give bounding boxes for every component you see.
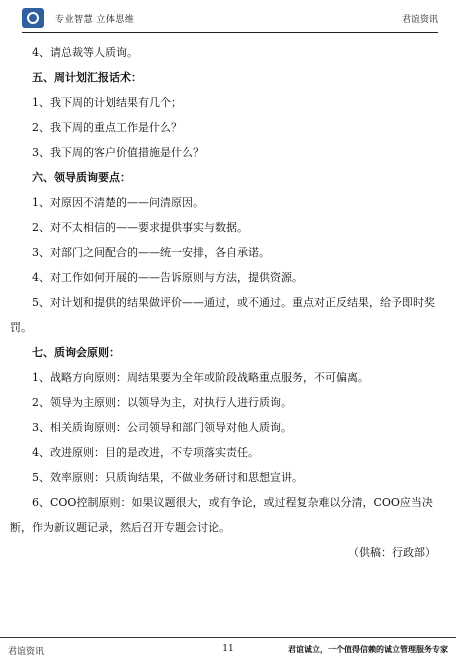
item-line: 3、对部门之间配合的——统一安排，各自承诺。 xyxy=(32,246,270,259)
item-line: 4、改进原则：目的是改进，不专项落实责任。 xyxy=(32,446,259,459)
header-divider xyxy=(22,32,438,33)
item-line: 1、对原因不清楚的——问清原因。 xyxy=(32,196,204,209)
item-paragraph: 5、对计划和提供的结果做评价——通过，或不通过。重点对正反结果，给予即时奖罚。 xyxy=(10,296,435,334)
signature: （供稿：行政部） xyxy=(348,546,436,559)
section-heading: 六、领导质询要点： xyxy=(32,171,131,184)
item-line: 4、对工作如何开展的——告诉原则与方法，提供资源。 xyxy=(32,271,303,284)
item-paragraph: 6、COO控制原则：如果议题很大，或有争论，或过程复杂难以分清，COO应当决断，作为新议题记录，然后召开专题会讨论。 xyxy=(10,496,433,534)
section-heading: 七、质询会原则： xyxy=(32,346,120,359)
item-line: 2、领导为主原则：以领导为主，对执行人进行质询。 xyxy=(32,396,292,409)
footer-slogan: 君谊诚立，一个值得信赖的诚立管理服务专家 xyxy=(288,644,448,654)
item-line: 2、我下周的重点工作是什么？ xyxy=(32,121,182,134)
footer-divider xyxy=(0,637,456,638)
document-body xyxy=(10,40,438,565)
item-line: 1、战略方向原则：周结果要为全年或阶段战略重点服务，不可偏离。 xyxy=(32,371,369,384)
section-heading: 五、周计划汇报话术： xyxy=(32,71,142,84)
page-header xyxy=(22,8,438,32)
item-line: 3、我下周的客户价值措施是什么？ xyxy=(32,146,204,159)
header-motto: 专业智慧 立体思维 xyxy=(55,15,135,25)
header-brand: 君谊资讯 xyxy=(401,15,438,25)
item-line: 5、效率原则：只质询结果，不做业务研讨和思想宣讲。 xyxy=(32,471,303,484)
item-line: 3、相关质询原则：公司领导和部门领导对他人质询。 xyxy=(32,421,292,434)
item-line: 4、请总裁等人质询。 xyxy=(32,46,138,59)
page-number: 11 xyxy=(222,644,234,654)
item-line: 1、我下周的计划结果有几个； xyxy=(32,96,182,109)
company-logo-icon xyxy=(22,8,44,28)
footer-brand: 君谊资讯 xyxy=(8,647,45,657)
item-line: 2、对不太相信的——要求提供事实与数据。 xyxy=(32,221,248,234)
